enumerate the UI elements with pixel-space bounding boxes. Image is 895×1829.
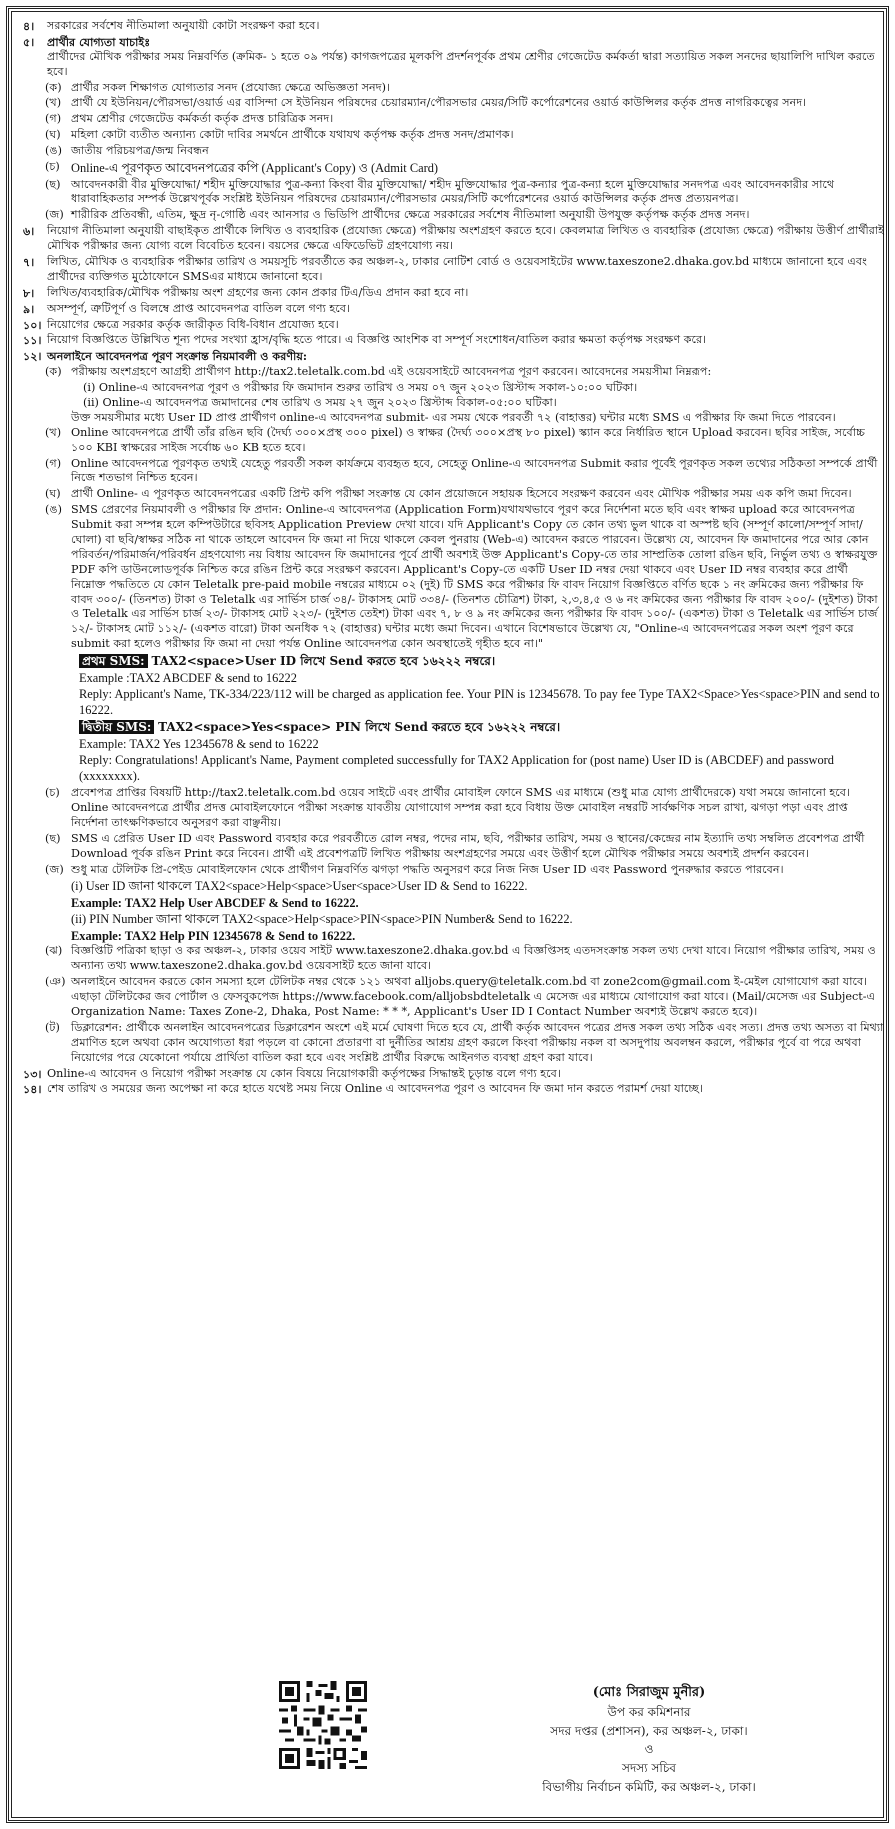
item-7 bbox=[23, 255, 885, 285]
item-number: ৭। bbox=[23, 254, 35, 269]
item-text: প্রার্থী যে ইউনিয়ন/পৌরসভা/ওয়ার্ড এর বাসিন্দা সে ইউনিয়ন পরিষদের চেয়ারম্যান/পৌরসভার মেয়র/সিটি কর্পোরেশনের ওয়ার্ড কাউন্সিলর কর্তৃক প্রদত্ত নাগরিকত্বের সনদ। bbox=[71, 96, 807, 110]
recover-pin-example: Example: TAX2 Help PIN 12345678 & Send to 16222. bbox=[71, 928, 356, 943]
item-6 bbox=[23, 224, 885, 254]
item-text: লিখিত, মৌখিক ও ব্যবহারিক পরীক্ষার তারিখ ও সময়সূচি পরবর্তীতে কর অঞ্চল-২, ঢাকার নোটিশ বোর্ড ও ওয়েবসাইটের www.taxeszone2.dhaka.gov.bd মাধ্যমে জানানো হবে এবং প্রার্থীদের ব্যক্তিগত মুঠোফোনে SMSএর মাধ্যমে জানানো হবে। bbox=[47, 254, 867, 283]
first-sms-block bbox=[23, 654, 885, 718]
fee-deadline-note: উক্ত সময়সীমার মধ্যে User ID প্রাপ্ত প্রার্থীগণ online-এ আবেদনপত্র submit- এর সময় থেকে পরবর্তী ৭২ (বাহাত্তর) ঘন্টার মধ্যে SMS এ পরীক্ষার ফি জমা দিতে পারবেন। bbox=[71, 410, 836, 424]
second-sms-tag: দ্বিতীয় SMS: bbox=[79, 720, 154, 734]
signature-block bbox=[489, 1683, 809, 1796]
item-number: ৪। bbox=[23, 19, 35, 33]
item-text: আবেদনকারী বীর মুক্তিযোদ্ধা/ শহীদ মুক্তিযোদ্ধার পুত্র-কন্যা কিংবা বীর মুক্তিযোদ্ধা/ শহীদ মুক্তিযোদ্ধার পুত্র-কন্যার পুত্র-কন্যা হলে মুক্তিযোদ্ধার সনদপত্র এবং আবেদনকারীর সাথে ধারাবাহিকতার সম্পর্ক উল্লেখপূর্বক সংশ্লিষ্ট ইউনিয়ন পরিষদের চেয়ারম্যান/পৌরসভার মেয়র/সিটি কর্পোরেশনের ওয়ার্ড কাউন্সিলর কর্তৃক প্রদত্ত প্রত্যয়নপত্র। bbox=[71, 177, 835, 206]
item-number: ৬। bbox=[23, 224, 35, 239]
item-text: মহিলা কোটা ব্যতীত অন্যান্য কোটা দাবির সমর্থনে প্রার্থীকে যথাযথ কর্তৃপক্ষ কর্তৃক প্রদত্ত সনদ/প্রমাণক। bbox=[71, 128, 514, 142]
item-text: প্রার্থীর সকল শিক্ষাগত যোগ্যতার সনদ (প্রযোজ্য ক্ষেত্রে অভিজ্ঞতা সনদ)। bbox=[71, 80, 390, 94]
sub-item bbox=[23, 96, 885, 111]
sub-item bbox=[23, 178, 885, 208]
recover-user-id-example: Example: TAX2 Help User ABCDEF & Send to 16222. bbox=[71, 895, 359, 910]
sub-item-ta bbox=[23, 1021, 885, 1066]
item-text: অনলাইনে আবেদন করতে কোন সমস্যা হলে টেলিটক নম্বর থেকে ১২১ অথবা alljobs.query@teletalk.com.bd বা zone2com@gmail.com ই-মেইল যোগাযোগ করা যাবে। এছাড়া টেলিটকের জব পোর্টাল ও ফেসবুকপেজ https://www.facebook.com/alljobsbdteletalk এ মেসেজ এর মাধ্যমে যোগাযোগ করা যাবে। (Mail/মেসেজ এর Subject-এ Organization Name: Taxes Zone-2, Dhaka, Post Name: * * *, Applicant's User ID I Contact Number অবশ্যই উল্লেখ করতে হবে)। bbox=[71, 975, 876, 1018]
item-number: ১১। bbox=[23, 333, 42, 348]
first-sms-example: Example :TAX2 ABCDEF & send to 16222 bbox=[79, 670, 297, 685]
item-text: অসম্পূর্ণ, ত্রুটিপূর্ণ ও বিলম্বে প্রাপ্ত আবেদনপত্র বাতিল বলে গণ্য হবে। bbox=[47, 301, 350, 315]
sub-item-label: (খ) bbox=[45, 96, 62, 110]
sub-item-label: (ক) bbox=[45, 80, 62, 94]
item-text: নিয়োগের ক্ষেত্রে সরকার কর্তৃক জারীকৃত বিধি-বিধান প্রযোজ্য হবে। bbox=[47, 317, 339, 331]
sub-item-ja bbox=[23, 863, 885, 878]
item-text: লিখিত/ব্যবহারিক/মৌখিক পরীক্ষায় অংশ গ্রহণের জন্য কোন প্রকার টিএ/ডিএ প্রদান করা হবে না। bbox=[47, 285, 469, 299]
sub-item-nya bbox=[23, 975, 885, 1020]
signatory-name: (মোঃ সিরাজুম মুনীর) bbox=[592, 1685, 706, 1700]
second-sms-example: Example: TAX2 Yes 12345678 & send to 16222 bbox=[79, 736, 319, 751]
sub-item bbox=[23, 144, 885, 159]
item-text: SMS প্রেরণের নিয়মাবলী ও পরীক্ষার ফি প্রদান: Online-এ আবেদনপত্র (Application Form)যথাযথভাবে পূরণ করে নির্দেশনা মতে ছবি এবং স্বাক্ষর upload করে আবেদনপত্র Submit করা সম্পন্ন হলে কম্পিউটারে ছবিসহ Application Preview দেখা যাবে। যদি Applicant's Copy তে কোন তথ্য ভুল থাকে বা অস্পষ্ট ছবি (সম্পূর্ণ কালো/সম্পূর্ণ সাদা/ঘোলা) বা ছবি/স্বাক্ষর সঠিক না থাকে তাহলে আবেদন ফি জমা না দিয়ে থাকলে কেবল পুনরায় (Web-এ) আবেদন করতে পারবেন। উল্লেখ্য যে, আবেদন ফি জমাদানের পরে আর কোন পরিবর্তন/পরিমার্জন/পরিবর্ধন গ্রহণযোগ্য নয় বিধায় আবেদন ফি জমাদানের পূর্বে প্রার্থী অবশ্যই উক্ত Applicant's Copy-তে তার সাম্প্রতিক তোলা রঙিন ছবি, নির্ভুল তথ্য ও স্বাক্ষরযুক্ত PDF কপি ডাউনলোডপূর্বক নিশ্চিত করে রঙিন প্রিন্ট করে সংরক্ষণ করবেন। Applicant's Copy-তে একটি User ID নম্বর দেয়া থাকবে এবং User ID নম্বর ব্যবহার করে প্রার্থী নিম্নোক্ত পদ্ধতিতে যে কোন Teletalk pre-paid mobile নম্বরের মাধ্যমে ০২ (দুই) টি SMS করে পরীক্ষার ফি বাবদ নিয়োগ বিজ্ঞপ্তিতে বর্ণিত ছকে ১ নং ক্রমিকের জন্য পরীক্ষার ফি বাবদ ৩০০/- (তিনশত) টাকা ও Teletalk এর সার্ভিস চার্জ ৩৪/- টাকাসহ মোট ৩৩৪/- (তিনশত চৌত্রিশ) টাকা, ২,৩,৪,৫ ও ৬ নং ক্রমিকের জন্য পরীক্ষার ফি বাবদ ২০০/- (দুইশত) টাকা ও Teletalk এর সার্ভিস চার্জ ২৩/- টাকাসহ মোট ২২৩/- (দুইশত তেইশ) টাকা এবং ৭, ৮ ও ৯ নং ক্রমিকের জন্য পরীক্ষার ফি বাবদ ১০০/- (একশত) টাকা ও Teletalk এর সার্ভিস চার্জ ১২/- টাকাসহ মোট ১১২/- (একশত বারো) টাকা অনধিক ৭২ (বাহাত্তর) ঘন্টার মধ্যে জমা দিবেন। এখানে বিশেষভাবে উল্লেখ্য যে, "Online-এ আবেদনপত্রের সকল অংশ পূরণ করে submit করা হলেও পরীক্ষার ফি জমা না দেয়া পর্যন্ত Online আবেদনপত্র কোন অবস্থাতেই গৃহীত হবে না।" bbox=[71, 503, 878, 651]
sub-item-label: (ঘ) bbox=[45, 128, 61, 142]
first-sms-command: TAX2<space>User ID লিখে Send করতে হবে ১৬২২২ নম্বরে। bbox=[151, 654, 496, 669]
sub-item-chha bbox=[23, 832, 885, 862]
sub-item bbox=[23, 112, 885, 127]
item-5 bbox=[23, 35, 885, 80]
sub-item-label: (জ) bbox=[45, 862, 64, 876]
item-14 bbox=[23, 1082, 885, 1097]
sub-item-gha bbox=[23, 487, 885, 502]
sub-item-label: (চ) bbox=[45, 786, 60, 800]
sub-item-label: (জ) bbox=[45, 208, 64, 222]
signatory-title: উপ কর কমিশনার bbox=[607, 1705, 691, 1720]
item-text: প্রার্থীদের মৌখিক পরীক্ষার সময় নিম্নবর্ণিত (ক্রমিক- ১ হতে ০৯ পর্যন্ত) কাগজপত্রের মূলকপি প্রদর্শনপূর্বক প্রথম শ্রেণীর গেজেটেড কর্মকর্তা দ্বারা সত্যায়িত সকল সনদের ছায়ালিপি দাখিল করতে হবে। bbox=[47, 49, 875, 78]
recover-pin: (ii) PIN Number জানা থাকলে TAX2<space>Help<space>PIN<space>PIN Number& Send to 16222. bbox=[71, 912, 573, 927]
recover-user-id: (i) User ID জানা থাকলে TAX2<space>Help<space>User<space>User ID & Send to 16222. bbox=[71, 879, 528, 894]
date-start: (i) Online-এ আবেদনপত্র পূরণ ও পরীক্ষার ফি জমাদান শুরুর তারিখ ও সময় ০৭ জুন ২০২৩ খ্রিস্টাব্দ সকাল-১০:০০ ঘটিকা। bbox=[83, 381, 638, 395]
item-text: Online-এ পূরণকৃত আবেদনপত্রের কপি (Applicant's Copy) ও (Admit Card) bbox=[71, 161, 439, 176]
item-13 bbox=[23, 1067, 885, 1082]
item-text: Online-এ আবেদন ও নিয়োগ পরীক্ষা সংক্রান্ত যে কোন বিষয়ে নিয়োগকারী কর্তৃপক্ষের সিদ্ধান্তই চূড়ান্ত বলে গণ্য হবে। bbox=[47, 1066, 561, 1080]
sub-item-cha bbox=[23, 786, 885, 831]
date-end: (ii) Online-এ আবেদনপত্র জমাদানের শেষ তারিখ ও সময় ২৭ জুন ২০২৩ খ্রিস্টাব্দ বিকাল-০৫:০০ ঘটিকা। bbox=[83, 395, 557, 409]
sub-item-label: (ছ) bbox=[45, 177, 61, 191]
item-text: শেষ তারিখ ও সময়ের জন্য অপেক্ষা না করে হাতে যথেষ্ট সময় নিয়ে Online এ আবেদনপত্র পূরণ ও আবেদন ফি জমা দান করতে পরামর্শ দেয়া যাচ্ছে। bbox=[47, 1082, 704, 1096]
page-border bbox=[6, 6, 889, 1823]
item-text: ডিক্লারেশন: প্রার্থীকে অনলাইন আবেদনপত্রের ডিক্লারেশন অংশে এই মর্মে ঘোষণা দিতে হবে যে, প্রার্থী কর্তৃক আবেদন পত্রের প্রদত্ত সকল তথ্য সঠিক এবং সত্য। প্রদত্ত তথ্য অসত্য বা মিথ্যা প্রমাণিত হলে অথবা কোন অযোগ্যতা ধরা পড়লে বা কোনো প্রতারণা বা দুর্নীতির আশ্রয় গ্রহণ করলে কিংবা পরীক্ষায় নকল বা অসদুপায় অবলম্বন করলে, পরীক্ষার পূর্বে বা পরে অথবা নিয়োগের পরে যেকোনো পর্যায়ে প্রার্থিতা বাতিল করা হবে এবং সংশ্লিষ্ট প্রার্থীর বিরুদ্ধে আইনগত ব্যবস্থা গ্রহণ করা যাবে। bbox=[71, 1020, 884, 1064]
sub-item bbox=[23, 160, 885, 177]
second-sms-command: TAX2<space>Yes<space> PIN লিখে Send করতে হবে ১৬২২২ নম্বরে। bbox=[158, 720, 561, 735]
item-number: ১২। bbox=[23, 349, 42, 364]
sub-item-label: (গ) bbox=[45, 112, 62, 126]
item-number: ১০। bbox=[23, 317, 42, 332]
sub-item-label: (ট) bbox=[45, 1020, 60, 1034]
second-sms-reply: Reply: Congratulations! Applicant's Name, Payment completed successfully for TAX2 Application for (post name) User ID is (ABCDEF) and password (xxxxxxxx). bbox=[79, 752, 834, 783]
signatory-office: সদর দপ্তর (প্রশাসন), কর অঞ্চল-২, ঢাকা। bbox=[550, 1723, 748, 1738]
sub-item-label: (ক) bbox=[45, 365, 62, 379]
sub-item-label: (ঞ) bbox=[45, 975, 66, 989]
item-9 bbox=[23, 302, 885, 317]
item-text: অনলাইনে আবেদনপত্র পূরণ সংক্রান্ত নিয়মাবলী ও করণীয়: bbox=[47, 349, 308, 364]
sub-item bbox=[23, 128, 885, 143]
second-sms-block bbox=[23, 720, 885, 784]
item-text: শারীরিক প্রতিবন্ধী, এতিম, ক্ষুদ্র নৃ-গোষ্ঠি এবং আনসার ও ভিডিপি প্রার্থীদের ক্ষেত্রে সরকারের সর্বশেষ নীতিমালা অনুযায়ী উপযুক্ত কর্তৃপক্ষ কর্তৃক প্রদত্ত সনদ। bbox=[71, 208, 750, 222]
item-text: পরীক্ষায় অংশগ্রহণে আগ্রহী প্রার্থীগণ http://tax2.teletalk.com.bd এই ওয়েবসাইটে আবেদনপত্র পূরণ করবেন। আবেদনের সময়সীমা নিম্নরূপ: bbox=[71, 365, 712, 379]
item-text: বিজ্ঞপ্তিটি পত্রিকা ছাড়া ও কর অঞ্চল-২, ঢাকার ওয়েব সাইট www.taxeszone2.dhaka.gov.bd এ বিজ্ঞপ্তিসহ এতদসংক্রান্ত সকল তথ্য দেখা যাবে। নিয়োগ পরীক্ষার তারিখ, সময় ও অন্যান্য তথ্য www.taxeszone2.dhaka.gov.bd ওয়েবসাইট হতে জানা যাবে। bbox=[71, 944, 876, 973]
sub-item-label: (ঙ) bbox=[45, 503, 62, 517]
item-4 bbox=[23, 19, 885, 34]
first-sms-reply: Reply: Applicant's Name, TK-334/223/112 will be charged as application fee. Your PIN is 12345678. To pay fee Type TAX2<Space>Yes<space>PIN and send to 16222. bbox=[79, 686, 880, 717]
sub-item-jha bbox=[23, 944, 885, 974]
item-number: ৮। bbox=[23, 285, 35, 300]
signatory-conjunction: ও bbox=[644, 1742, 654, 1757]
item-text: Online আবেদনপত্রে প্রার্থী তাঁর রঙিন ছবি (দৈর্ঘ্য ৩০০×প্রস্থ ৩০০ pixel) ও স্বাক্ষর (দৈর্ঘ্য ৩০০×প্রস্থ ৮০ pixel) স্ক্যান করে নির্ধারিত স্থানে Upload করবেন। ছবির সাইজ, সর্বোচ্চ ১০০ KBI স্বাক্ষরের সাইজ সর্বোচ্চ ৬০ KB হতে হবে। bbox=[71, 425, 865, 454]
sub-item-uma bbox=[23, 503, 885, 652]
sub-item-ga bbox=[23, 457, 885, 487]
item-text: শুধু মাত্র টেলিটক প্রি-পেইড মোবাইলফোন থেকে প্রার্থীগণ নিম্নবর্ণিত ঝগড়া পদ্ধতি অনুসরণ করে নিজ নিজ User ID এবং Password পুনরুদ্ধার করতে পারবেন। bbox=[71, 862, 784, 876]
item-text: Online আবেদনপত্রে পূরণকৃত তথ্যই যেহেতু পরবর্তী সকল কার্যক্রমে ব্যবহৃত হবে, সেহেতু Online-এ আবেদনপত্র Submit করার পূর্বেই পূরণকৃত সকল তথ্যের সঠিকতা সম্পর্কে প্রার্থী নিজে শতভাগ নিশ্চিত হবেন। bbox=[71, 456, 878, 485]
item-text: নিয়োগ নীতিমালা অনুযায়ী বাছাইকৃত প্রার্থীকে লিখিত ও ব্যবহারিক (প্রযোজ্য ক্ষেত্রে) পরীক্ষায় অংশগ্রহণ করতে হবে। কেবলমাত্র লিখিত ও ব্যবহারিক (প্রযোজ্য ক্ষেত্রে) পরীক্ষায় উত্তীর্ণ প্রার্থীরাই মৌখিক পরীক্ষার জন্য যোগ্য বলে বিবেচিত হবেন। বয়সের ক্ষেত্রে এফিডেভিট গ্রহণযোগ্য নয়। bbox=[47, 224, 884, 253]
sub-item bbox=[23, 208, 885, 223]
first-sms-tag: প্রথম SMS: bbox=[79, 654, 148, 668]
sub-item-label: (ঙ) bbox=[45, 144, 62, 158]
sub-item-kha bbox=[23, 426, 885, 456]
item-text: প্রবেশপত্র প্রাপ্তির বিষয়টি http://tax2.teletalk.com.bd ওয়েব সাইটে এবং প্রার্থীর মোবাইল ফোনে SMS এর মাধ্যমে (শুধু মাত্র যোগ্য প্রার্থীদেরকে) যথা সময়ে জানানো হবে। Online আবেদনপত্রে প্রার্থীর প্রদত্ত মোবাইলফোনে পরীক্ষা সংক্রান্ত যাবতীয় যোগাযোগ সম্পন্ন করা হবে বিধায় উক্ত মোবাইল নম্বরটি সার্বক্ষণিক সচল রাখা, ঝগড়া পড়া এবং প্রাপ্ত নির্দেশনা তাৎক্ষণিকভাবে অনুসরণ করা বাঞ্ছনীয়। bbox=[71, 786, 850, 829]
signatory-committee: বিভাগীয় নির্বাচন কমিটি, কর অঞ্চল-২, ঢাকা। bbox=[542, 1779, 756, 1794]
item-heading: প্রার্থীর যোগ্যতা যাচাইঃ bbox=[47, 34, 151, 49]
sub-item-ka bbox=[23, 365, 885, 380]
item-10 bbox=[23, 318, 885, 333]
sub-item-label: (চ) bbox=[45, 160, 60, 174]
sub-item bbox=[23, 81, 885, 96]
item-12 bbox=[23, 349, 885, 364]
item-8 bbox=[23, 286, 885, 301]
sub-item-label: (ঘ) bbox=[45, 487, 61, 501]
signatory-role: সদস্য সচিব bbox=[622, 1760, 676, 1775]
item-text: জাতীয় পরিচয়পত্র/জন্ম নিবন্ধন bbox=[71, 144, 209, 158]
qr-code-icon bbox=[279, 1681, 367, 1769]
sub-item-label: (খ) bbox=[45, 425, 62, 439]
sub-item-label: (ছ) bbox=[45, 831, 61, 845]
item-11 bbox=[23, 333, 885, 348]
item-number: ৯। bbox=[23, 301, 35, 316]
item-number: ৫। bbox=[23, 34, 35, 49]
sub-item-label: (গ) bbox=[45, 456, 62, 470]
item-text: প্রথম শ্রেণীর গেজেটেড কর্মকর্তা কর্তৃক প্রদত্ত চারিত্রিক সনদ। bbox=[71, 112, 334, 126]
notice-body bbox=[23, 19, 885, 1669]
item-number: ১৪। bbox=[23, 1082, 42, 1097]
item-text: সরকারের সর্বশেষ নীতিমালা অনুযায়ী কোটা সংরক্ষণ করা হবে। bbox=[47, 19, 320, 32]
item-number: ১৩। bbox=[23, 1066, 42, 1081]
item-text: SMS এ প্রেরিত User ID এবং Password ব্যবহার করে পরবর্তীতে রোল নম্বর, পদের নাম, ছবি, পরীক্ষার তারিখ, সময় ও স্থানের/কেন্দ্রের নাম ইত্যাদি তথ্য সম্বলিত প্রবেশপত্র প্রার্থী Download পূর্বক রঙিন Print করে নিবেন। প্রার্থী এই প্রবেশপত্রটি লিখিত পরীক্ষায় অংশগ্রহণের সময়ে এবং উত্তীর্ণ হলে মৌখিক পরীক্ষার সময়ে অবশ্যই প্রদর্শন করবেন। bbox=[71, 831, 865, 860]
sub-item-label: (ঝ) bbox=[45, 944, 63, 958]
item-text: প্রার্থী Online- এ পূরণকৃত আবেদনপত্রের একটি প্রিন্ট কপি পরীক্ষা সংক্রান্ত যে কোন প্রয়োজনে সহায়ক হিসেবে সংরক্ষণ করবেন এবং মৌখিক পরীক্ষার সময় এক কপি জমা দিবেন। bbox=[71, 487, 852, 501]
notice-footer bbox=[9, 1671, 892, 1821]
item-text: নিয়োগ বিজ্ঞপ্তিতে উল্লিখিত শূন্য পদের সংখ্যা হ্রাস/বৃদ্ধি হতে পারে। এ বিজ্ঞপ্তি আংশিক বা সম্পূর্ণ সংশোধন/বাতিল করার ক্ষমতা কর্তৃপক্ষ সংরক্ষণ করে। bbox=[47, 333, 707, 347]
